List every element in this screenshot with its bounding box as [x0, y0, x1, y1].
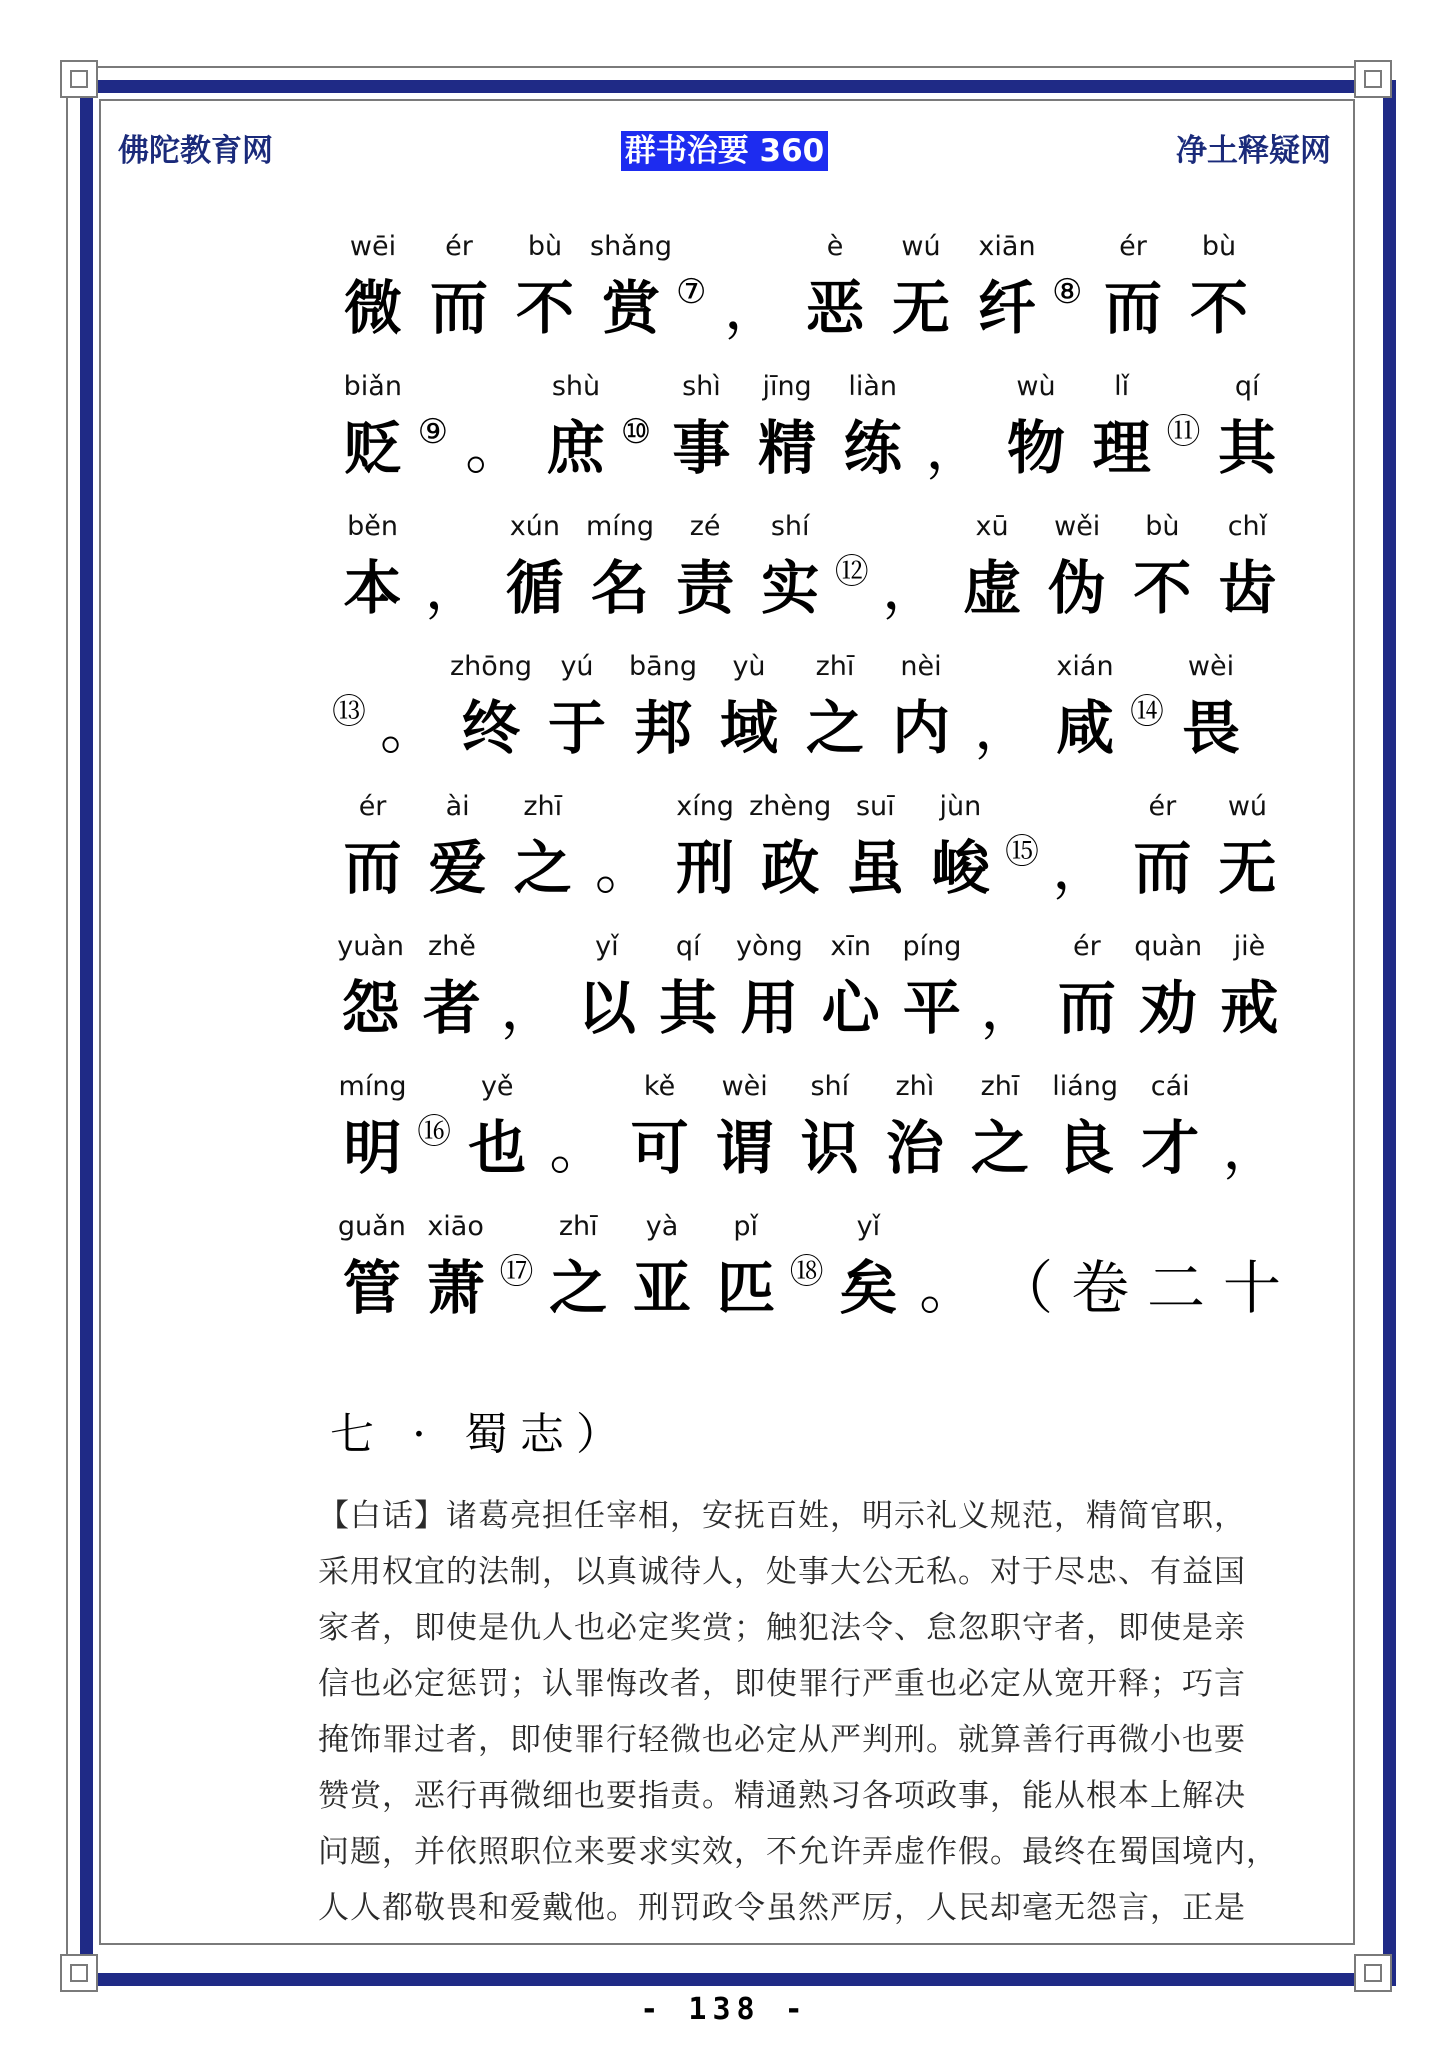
- footnote-marker: [416, 365, 456, 505]
- text-row: [330, 785, 1290, 925]
- hanzi-with-pinyin: [704, 1205, 788, 1345]
- translation-line: 信也必定惩罚；认罪悔改者，即使罪行严重也必定从宽开释；巧言: [318, 1666, 1246, 1702]
- hanzi: 虚: [963, 554, 1022, 622]
- punctuation: [585, 785, 662, 925]
- hanzi: 峻: [931, 834, 990, 902]
- hanzi: 终: [461, 694, 520, 762]
- hanzi: 于: [547, 694, 606, 762]
- vernacular-translation: [318, 1488, 1300, 1936]
- pinyin: shù: [551, 371, 601, 402]
- hanzi: 心: [821, 974, 880, 1042]
- text-row: [330, 645, 1290, 785]
- footnote-marker: [1003, 785, 1043, 925]
- hanzi-with-pinyin: [415, 785, 500, 925]
- hanzi: 咸: [1055, 694, 1114, 762]
- hanzi-with-pinyin: [792, 225, 878, 365]
- hanzi-with-pinyin: [827, 1205, 911, 1345]
- hanzi-with-pinyin: [500, 785, 585, 925]
- hanzi: ，: [973, 694, 1032, 762]
- hanzi-with-pinyin: [891, 925, 972, 1065]
- hanzi: 邦: [633, 694, 692, 762]
- hanzi: 贬: [343, 414, 402, 482]
- hanzi-with-pinyin: [918, 785, 1003, 925]
- pinyin: liàn: [848, 371, 898, 402]
- hanzi: 畏: [1181, 694, 1240, 762]
- hanzi: 。: [919, 1254, 978, 1322]
- hanzi: 内: [891, 694, 950, 762]
- hanzi-with-pinyin: [330, 925, 411, 1065]
- punctuation: [1043, 785, 1120, 925]
- hanzi: 者: [422, 974, 481, 1042]
- pinyin: xīn: [830, 931, 871, 962]
- hanzi-with-pinyin: [872, 1065, 957, 1205]
- hanzi: ，: [881, 554, 940, 622]
- classical-text: [330, 225, 1290, 1345]
- pinyin: xún: [509, 511, 560, 542]
- hanzi: 物: [1007, 414, 1066, 482]
- hanzi-with-pinyin: [1035, 505, 1120, 645]
- pinyin: ér: [1148, 791, 1177, 822]
- hanzi: 管: [342, 1254, 401, 1322]
- hanzi: 虽: [846, 834, 905, 902]
- hanzi: 域: [719, 694, 778, 762]
- pinyin: wēi: [349, 231, 397, 262]
- punctuation: [370, 645, 448, 785]
- hanzi: 无: [1218, 834, 1277, 902]
- hanzi: 二: [1147, 1254, 1206, 1322]
- pinyin: bù: [1145, 511, 1180, 542]
- header-left-site: 佛陀教育网: [118, 133, 273, 169]
- hanzi-with-pinyin: [663, 505, 748, 645]
- footnote-marker: [330, 645, 370, 785]
- frame-corner-ornament: [60, 60, 98, 98]
- hanzi: 而: [1057, 974, 1116, 1042]
- pinyin: cái: [1150, 1071, 1190, 1102]
- pinyin: ér: [445, 231, 473, 262]
- hanzi: 事: [672, 414, 731, 482]
- hanzi-with-pinyin: [330, 1065, 415, 1205]
- punctuation: [973, 925, 1047, 1065]
- hanzi: ⑭: [1130, 692, 1164, 732]
- hanzi: ⑧: [1052, 272, 1083, 312]
- text-row: [330, 925, 1290, 1065]
- pinyin: píng: [902, 931, 962, 962]
- pinyin: pǐ: [733, 1211, 759, 1242]
- hanzi-with-pinyin: [1205, 505, 1290, 645]
- hanzi: 责: [676, 554, 735, 622]
- pinyin: yǐ: [595, 931, 619, 962]
- hanzi: 刑: [676, 834, 735, 902]
- hanzi: 其: [659, 974, 718, 1042]
- hanzi-with-pinyin: [830, 365, 916, 505]
- hanzi: 而: [429, 274, 488, 342]
- hanzi: 而: [343, 834, 402, 902]
- translation-line: 问题，并依照职位来要求实效，不允许弄虚作假。最终在蜀国境内，: [318, 1834, 1278, 1870]
- punctuation: [872, 505, 949, 645]
- header-right-site: 净土释疑网: [1176, 133, 1331, 169]
- footnote-marker: [415, 1065, 455, 1205]
- hanzi-with-pinyin: [833, 785, 918, 925]
- hanzi: 赏: [601, 274, 660, 342]
- hanzi: 不: [1133, 554, 1192, 622]
- hanzi: 庶: [546, 414, 605, 482]
- punctuation: [1214, 1205, 1290, 1345]
- hanzi: ⑮: [1004, 832, 1039, 872]
- text-row: [330, 365, 1290, 505]
- hanzi: 平: [902, 974, 961, 1042]
- hanzi: 。: [379, 694, 438, 762]
- hanzi: 用: [740, 974, 799, 1042]
- pinyin: ér: [1073, 931, 1101, 962]
- pinyin: zhě: [427, 931, 476, 962]
- pinyin: yuàn: [337, 931, 404, 962]
- punctuation: [540, 1065, 617, 1205]
- hanzi-with-pinyin: [330, 225, 416, 365]
- pinyin: yòng: [736, 931, 803, 962]
- footnote-marker: [833, 505, 873, 645]
- hanzi-with-pinyin: [648, 925, 729, 1065]
- pinyin: wù: [1016, 371, 1056, 402]
- translation-line: 赞赏，恶行再微细也要指责。精通熟习各项政事，能从根本上解决: [318, 1778, 1246, 1814]
- pinyin: wèi: [1187, 651, 1235, 682]
- pinyin: zhī: [523, 791, 563, 822]
- hanzi-with-pinyin: [1090, 225, 1176, 365]
- hanzi: 恶: [805, 274, 864, 342]
- hanzi: 。: [594, 834, 653, 902]
- punctuation: [916, 365, 994, 505]
- hanzi-with-pinyin: [330, 505, 415, 645]
- pinyin: jùn: [939, 791, 982, 822]
- pinyin: wú: [901, 231, 941, 262]
- pinyin: qí: [675, 931, 701, 962]
- pinyin: wú: [1227, 791, 1268, 822]
- punctuation: [910, 1205, 986, 1345]
- hanzi-with-pinyin: [663, 785, 748, 925]
- hanzi: 明: [343, 1114, 402, 1182]
- punctuation: [415, 505, 492, 645]
- hanzi: 实: [761, 554, 820, 622]
- footnote-marker: [497, 1205, 536, 1345]
- hanzi: ⑯: [417, 1112, 452, 1152]
- pinyin: xiān: [978, 231, 1036, 262]
- pinyin: ér: [358, 791, 387, 822]
- hanzi-with-pinyin: [878, 645, 964, 785]
- hanzi-with-pinyin: [702, 1065, 787, 1205]
- hanzi: 政: [761, 834, 820, 902]
- pinyin: xū: [975, 511, 1009, 542]
- translation-line: 家者，即使是仇人也必定奖赏；触犯法令、怠忽职守者，即使是亲: [318, 1610, 1246, 1646]
- hanzi: 齿: [1218, 554, 1277, 622]
- pinyin: wěi: [1054, 511, 1101, 542]
- hanzi-with-pinyin: [411, 925, 492, 1065]
- hanzi: 匹: [716, 1254, 775, 1322]
- punctuation: [493, 925, 567, 1065]
- hanzi: 才: [1141, 1114, 1200, 1182]
- pinyin: yà: [645, 1211, 679, 1242]
- pinyin: quàn: [1134, 931, 1203, 962]
- pinyin: zhī: [980, 1071, 1020, 1102]
- footnote-marker: [788, 1205, 827, 1345]
- pinyin: ér: [1119, 231, 1147, 262]
- translation-line: 人人都敬畏和爱戴他。刑罚政令虽然严厉，人民却毫无怨言，正是: [318, 1890, 1246, 1926]
- hanzi: 识: [800, 1114, 859, 1182]
- hanzi: ，: [1222, 1114, 1281, 1182]
- pinyin: xián: [1056, 651, 1114, 682]
- hanzi: 可: [630, 1114, 689, 1182]
- hanzi: 之: [513, 834, 572, 902]
- hanzi-with-pinyin: [330, 785, 415, 925]
- pinyin: yù: [732, 651, 766, 682]
- pinyin: è: [826, 231, 844, 262]
- hanzi-with-pinyin: [330, 1205, 414, 1345]
- punctuation: [1138, 1205, 1214, 1345]
- hanzi-with-pinyin: [1120, 785, 1205, 925]
- footnote-marker: [1164, 365, 1204, 505]
- hanzi: 不: [1189, 274, 1248, 342]
- source-citation-end: 七 · 蜀志）: [330, 1409, 632, 1460]
- hanzi: ⑪: [1166, 412, 1201, 452]
- hanzi: ⑫: [834, 552, 869, 592]
- hanzi: ⑨: [417, 412, 449, 452]
- pinyin: kě: [643, 1071, 676, 1102]
- hanzi: 治: [885, 1114, 944, 1182]
- hanzi: 。: [549, 1114, 608, 1182]
- hanzi-with-pinyin: [1176, 225, 1262, 365]
- hanzi-with-pinyin: [964, 225, 1050, 365]
- hanzi-with-pinyin: [617, 1065, 702, 1205]
- hanzi-with-pinyin: [1079, 365, 1165, 505]
- hanzi: 戒: [1220, 974, 1279, 1042]
- hanzi: ⑦: [676, 272, 707, 312]
- pinyin: zhì: [895, 1071, 935, 1102]
- hanzi-with-pinyin: [706, 645, 792, 785]
- pinyin: shǎng: [590, 231, 672, 262]
- hanzi-with-pinyin: [620, 645, 706, 785]
- hanzi-with-pinyin: [416, 225, 502, 365]
- pinyin: zhèng: [749, 791, 832, 822]
- hanzi: 良: [1056, 1114, 1115, 1182]
- hanzi: 劝: [1139, 974, 1198, 1042]
- hanzi: ⑰: [499, 1252, 534, 1292]
- pinyin: bù: [1201, 231, 1237, 262]
- pinyin: chǐ: [1227, 511, 1268, 542]
- hanzi: 其: [1218, 414, 1277, 482]
- text-row: [330, 225, 1290, 365]
- hanzi: 谓: [715, 1114, 774, 1182]
- hanzi: ⑬: [332, 692, 366, 732]
- hanzi-with-pinyin: [1120, 505, 1205, 645]
- page-number: - 138 -: [640, 1992, 809, 2027]
- hanzi: 之: [549, 1254, 608, 1322]
- pinyin: biǎn: [343, 371, 402, 402]
- hanzi: 而: [1133, 834, 1192, 902]
- pinyin: yú: [560, 651, 594, 682]
- hanzi-with-pinyin: [455, 1065, 540, 1205]
- punctuation: [455, 365, 533, 505]
- footnote-marker: [619, 365, 659, 505]
- pinyin: shì: [682, 371, 721, 402]
- hanzi: 练: [843, 414, 902, 482]
- hanzi: 也: [468, 1114, 527, 1182]
- pinyin: guǎn: [337, 1211, 406, 1242]
- pinyin: bù: [527, 231, 563, 262]
- hanzi-with-pinyin: [448, 645, 534, 785]
- hanzi: 之: [805, 694, 864, 762]
- hanzi: 爱: [428, 834, 487, 902]
- hanzi-with-pinyin: [993, 365, 1079, 505]
- hanzi: 不: [515, 274, 574, 342]
- hanzi: 以: [577, 974, 636, 1042]
- pinyin: běn: [347, 511, 398, 542]
- pinyin: zhōng: [449, 651, 533, 682]
- footnote-marker: [674, 225, 714, 365]
- pinyin: shí: [810, 1071, 850, 1102]
- hanzi-with-pinyin: [577, 505, 662, 645]
- hanzi: ，: [1052, 834, 1111, 902]
- hanzi: 而: [1103, 274, 1162, 342]
- pinyin: míng: [338, 1071, 407, 1102]
- pinyin: jīng: [762, 371, 812, 402]
- pinyin: wèi: [721, 1071, 768, 1102]
- hanzi-with-pinyin: [414, 1205, 498, 1345]
- hanzi: 精: [758, 414, 817, 482]
- frame-corner-ornament: [1354, 60, 1392, 98]
- hanzi-with-pinyin: [534, 645, 620, 785]
- hanzi: 怨: [341, 974, 400, 1042]
- pinyin: lǐ: [1114, 371, 1130, 402]
- pinyin: liáng: [1052, 1071, 1119, 1102]
- pinyin: shí: [770, 511, 810, 542]
- hanzi: 十: [1222, 1254, 1281, 1322]
- pinyin: zé: [689, 511, 721, 542]
- pinyin: míng: [585, 511, 654, 542]
- hanzi: 。: [465, 414, 524, 482]
- hanzi: 循: [505, 554, 564, 622]
- hanzi-with-pinyin: [566, 925, 647, 1065]
- pinyin: nèi: [900, 651, 942, 682]
- hanzi: 萧: [426, 1254, 485, 1322]
- hanzi-with-pinyin: [1042, 645, 1128, 785]
- frame-corner-ornament: [1354, 1954, 1392, 1992]
- hanzi-with-pinyin: [502, 225, 588, 365]
- text-row: [330, 505, 1290, 645]
- punctuation: [714, 225, 792, 365]
- hanzi-with-pinyin: [659, 365, 745, 505]
- punctuation: [986, 1205, 1062, 1345]
- hanzi-with-pinyin: [330, 365, 416, 505]
- hanzi: 名: [590, 554, 649, 622]
- frame-corner-ornament: [60, 1954, 98, 1992]
- footnote-marker: [1128, 645, 1168, 785]
- hanzi: 伪: [1048, 554, 1107, 622]
- hanzi-with-pinyin: [792, 645, 878, 785]
- hanzi: 卷: [1071, 1254, 1130, 1322]
- hanzi: ，: [980, 974, 1039, 1042]
- hanzi: （: [995, 1254, 1054, 1322]
- pinyin: suī: [855, 791, 895, 822]
- text-row: [330, 1205, 1290, 1345]
- text-row: [330, 1065, 1290, 1205]
- hanzi-with-pinyin: [588, 225, 674, 365]
- hanzi: 纤: [977, 274, 1036, 342]
- translation-line: 掩饰罪过者，即使罪行轻微也必定从严判刑。就算善行再微小也要: [318, 1722, 1246, 1758]
- pinyin: yě: [480, 1071, 514, 1102]
- pinyin: zhī: [815, 651, 855, 682]
- hanzi-with-pinyin: [1204, 365, 1290, 505]
- hanzi-with-pinyin: [492, 505, 577, 645]
- pinyin: yǐ: [856, 1211, 881, 1242]
- header-title-text: 群书治要 360: [621, 131, 829, 171]
- hanzi-with-pinyin: [1168, 645, 1254, 785]
- hanzi: ，: [424, 554, 483, 622]
- footnote-marker: [1050, 225, 1090, 365]
- hanzi: ，: [500, 974, 559, 1042]
- punctuation: [964, 645, 1042, 785]
- hanzi-with-pinyin: [748, 785, 833, 925]
- hanzi-with-pinyin: [810, 925, 891, 1065]
- hanzi: ，: [723, 274, 782, 342]
- hanzi: 本: [343, 554, 402, 622]
- hanzi-with-pinyin: [729, 925, 810, 1065]
- hanzi: 无: [891, 274, 950, 342]
- hanzi: 矣: [839, 1254, 898, 1322]
- translation-line: 采用权宜的法制，以真诚待人，处事大公无私。对于尽忠、有益国: [318, 1554, 1246, 1590]
- pinyin: qí: [1234, 371, 1260, 402]
- hanzi-with-pinyin: [950, 505, 1035, 645]
- hanzi: ，: [925, 414, 984, 482]
- translation-line: 【白话】诸葛亮担任宰相，安抚百姓，明示礼义规范，精简官职，: [318, 1498, 1246, 1534]
- hanzi-with-pinyin: [1128, 925, 1209, 1065]
- hanzi-with-pinyin: [620, 1205, 704, 1345]
- hanzi-with-pinyin: [1128, 1065, 1213, 1205]
- pinyin: ài: [445, 791, 470, 822]
- hanzi-with-pinyin: [878, 225, 964, 365]
- hanzi: 理: [1092, 414, 1151, 482]
- hanzi: ⑩: [620, 412, 652, 452]
- pinyin: bāng: [629, 651, 697, 682]
- hanzi-with-pinyin: [1205, 785, 1290, 925]
- punctuation: [1213, 1065, 1290, 1205]
- hanzi: 微: [343, 274, 402, 342]
- hanzi: 之: [971, 1114, 1030, 1182]
- hanzi: 亚: [633, 1254, 692, 1322]
- hanzi-with-pinyin: [787, 1065, 872, 1205]
- hanzi-with-pinyin: [957, 1065, 1042, 1205]
- hanzi-with-pinyin: [1046, 925, 1127, 1065]
- hanzi-with-pinyin: [1209, 925, 1290, 1065]
- hanzi-with-pinyin: [748, 505, 833, 645]
- hanzi-with-pinyin: [744, 365, 830, 505]
- pinyin: xiāo: [427, 1211, 484, 1242]
- pinyin: zhī: [558, 1211, 598, 1242]
- punctuation: [1062, 1205, 1138, 1345]
- hanzi-with-pinyin: [533, 365, 619, 505]
- hanzi-with-pinyin: [1043, 1065, 1128, 1205]
- pinyin: xíng: [676, 791, 734, 822]
- hanzi-with-pinyin: [536, 1205, 620, 1345]
- hanzi: ⑱: [789, 1252, 824, 1292]
- pinyin: jiè: [1233, 931, 1266, 962]
